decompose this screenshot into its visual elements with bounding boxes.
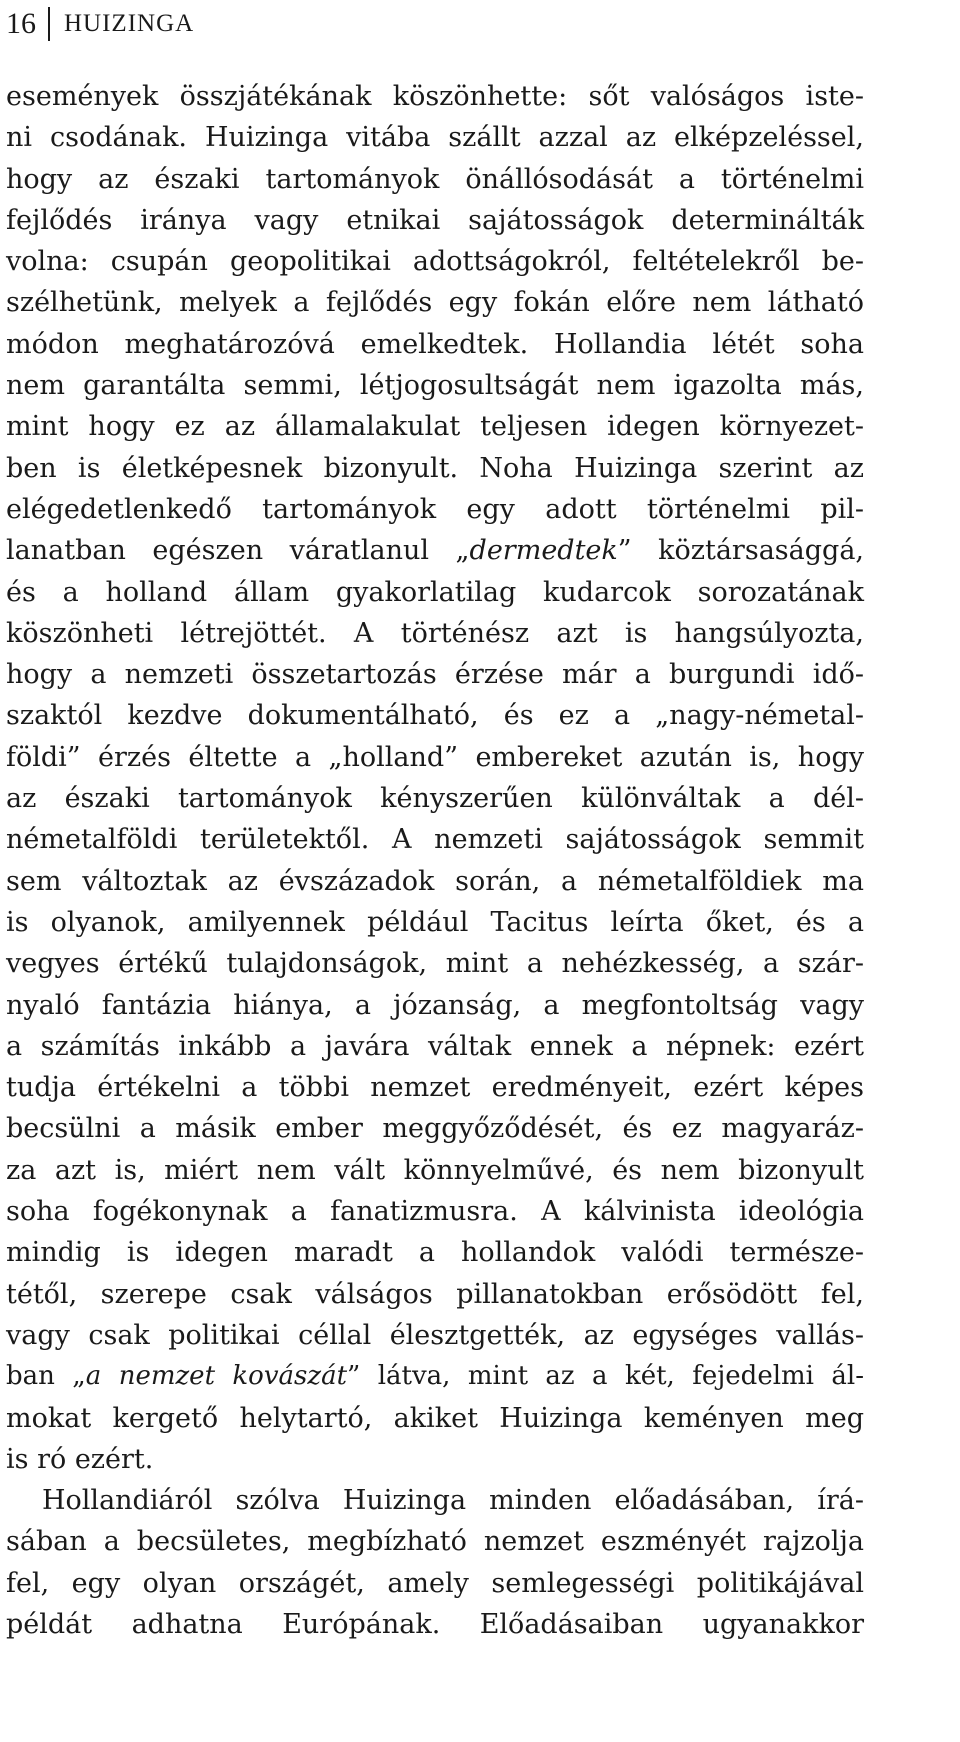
text-run: vegyes értékű tulajdonságok, mint a nehézkesség, a szár- — [6, 948, 864, 980]
text-run: németalföldi területektől. A nemzeti sajátosságok semmit — [6, 824, 864, 856]
text-run: tétől, szerepe csak válságos pillanatokban erősödött fel, — [6, 1278, 864, 1310]
italic-quote: a nemzet kovászát — [85, 1361, 348, 1392]
text-line — [6, 1232, 864, 1273]
text-line — [6, 572, 864, 613]
text-run: földi” érzés éltette a „holland” embereket azután is, hogy — [6, 741, 864, 773]
text-line — [6, 241, 864, 282]
text-run: az északi tartományok kényszerűen különváltak a dél- — [6, 783, 864, 815]
text-run: is olyanok, amilyennek például Tacitus leírta őket, és a — [6, 906, 864, 938]
text-run: a számítás inkább a javára váltak ennek a népnek: ezért — [6, 1030, 864, 1062]
text-run: fejlődés iránya vagy etnikai sajátosságok determinálták — [6, 204, 864, 236]
text-run: mindig is idegen maradt a hollandok valódi természe- — [6, 1237, 864, 1269]
text-line — [6, 365, 864, 406]
page-number: 16 — [6, 7, 36, 40]
text-run: ni csodának. Huizinga vitába szállt azzal az elképzeléssel, — [6, 122, 864, 154]
text-run: mint hogy ez az államalakulat teljesen idegen környezet- — [6, 411, 864, 443]
text-run: za azt is, miért nem vált könnyelművé, és nem bizonyult — [6, 1154, 864, 1186]
text-run: nyaló fantázia hiánya, a józanság, a megfontoltság vagy — [6, 989, 864, 1021]
text-line — [6, 117, 864, 158]
text-line — [6, 943, 864, 984]
text-line — [6, 778, 864, 819]
text-line — [6, 489, 864, 530]
text-run: vagy csak politikai céllal élesztgették, az egységes vallás- — [6, 1319, 864, 1351]
text-line — [6, 324, 864, 365]
text-run: ban „ — [6, 1361, 86, 1392]
text-line — [6, 1563, 864, 1604]
running-header — [6, 5, 194, 43]
text-run: becsülni a másik ember meggyőződését, és ez magyaráz- — [6, 1113, 864, 1145]
text-run: hogy a nemzeti összetartozás érzése már a burgundi idő- — [6, 659, 864, 691]
text-run: Hollandiáról szólva Huizinga minden előadásában, írá- — [42, 1485, 864, 1517]
italic-quote: dermedtek — [469, 535, 618, 567]
text-run: sában a becsületes, megbízható nemzet eszményét rajzolja — [6, 1526, 864, 1558]
text-run: lanatban egészen váratlanul „ — [6, 535, 470, 567]
text-run: és a holland állam gyakorlatilag kudarcok sorozatának — [6, 576, 864, 608]
text-run: köszönheti létrejöttét. A történész azt is hangsúlyozta, — [6, 617, 864, 649]
text-run: elégedetlenkedő tartományok egy adott történelmi pil- — [6, 493, 864, 525]
text-line — [6, 654, 864, 695]
text-line — [6, 1315, 864, 1356]
text-line — [6, 1274, 864, 1315]
text-run: mokat kergető helytartó, akiket Huizinga keményen meg — [6, 1402, 864, 1434]
text-line — [6, 819, 864, 860]
text-line — [6, 1604, 864, 1645]
text-line — [6, 1521, 864, 1562]
text-line — [6, 159, 864, 200]
text-line — [6, 406, 864, 447]
text-line — [6, 1480, 864, 1521]
text-line — [6, 1026, 864, 1067]
text-run: módon meghatározóvá emelkedtek. Hollandia létét soha — [6, 328, 864, 360]
text-line — [6, 1356, 864, 1397]
text-line — [6, 861, 864, 902]
text-run: ” köztársasággá, — [617, 535, 864, 567]
text-run: nem garantálta semmi, létjogosultságát nem igazolta más, — [6, 370, 864, 402]
text-line — [6, 530, 864, 571]
text-line — [6, 1398, 864, 1439]
text-run: ben is életképesnek bizonyult. Noha Huizinga szerint az — [6, 452, 864, 484]
text-run: szaktól kezdve dokumentálható, és ez a „nagy-németal- — [6, 700, 864, 732]
text-run: is ró ezért. — [6, 1443, 154, 1475]
text-line — [6, 1150, 864, 1191]
text-line — [6, 76, 864, 117]
text-line — [6, 902, 864, 943]
body-text — [6, 76, 864, 1645]
text-line — [6, 1067, 864, 1108]
text-run: sem változtak az évszázadok során, a németalföldiek ma — [6, 865, 864, 897]
text-run: hogy az északi tartományok önállósodását a történelmi — [6, 163, 864, 195]
text-run: volna: csupán geopolitikai adottságokról, feltételekről be- — [6, 246, 864, 278]
text-run: események összjátékának köszönhette: sőt valóságos iste- — [6, 81, 864, 112]
text-line — [6, 1108, 864, 1149]
text-run: szélhetünk, melyek a fejlődés egy fokán előre nem látható — [6, 287, 864, 319]
text-line — [6, 448, 864, 489]
text-run: példát adhatna Európának. Előadásaiban ugyanakkor — [6, 1608, 864, 1640]
text-run: tudja értékelni a többi nemzet eredményeit, ezért képes — [6, 1072, 864, 1104]
text-line — [6, 282, 864, 323]
running-title: HUIZINGA — [64, 10, 195, 37]
text-line — [6, 737, 864, 778]
text-line — [6, 695, 864, 736]
text-line — [6, 1439, 864, 1480]
text-line — [6, 200, 864, 241]
text-line — [6, 1191, 864, 1232]
text-line — [6, 613, 864, 654]
text-run: ” látva, mint az a két, fejedelmi ál- — [347, 1361, 864, 1392]
text-line — [6, 985, 864, 1026]
text-run: fel, egy olyan országét, amely semlegességi politikájával — [6, 1567, 864, 1599]
text-run: soha fogékonynak a fanatizmusra. A kálvinista ideológia — [6, 1196, 864, 1228]
